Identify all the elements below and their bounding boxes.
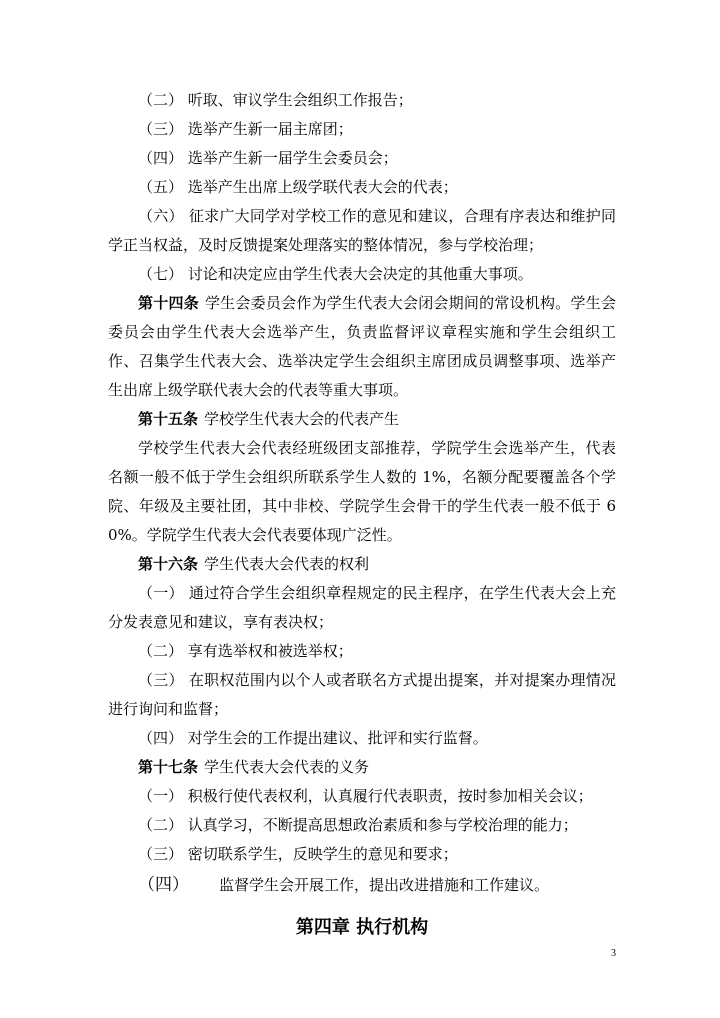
- article-title: 学生代表大会代表的权利: [204, 555, 370, 573]
- item-label: （四）: [138, 875, 189, 895]
- article-title: 学生代表大会代表的义务: [204, 758, 370, 776]
- list-item: （六） 征求广大同学对学校工作的意见和建议，合理有序表达和维护同学正当权益，及时反馈提案处理落实的整体情况，参与学校治理；: [108, 207, 616, 254]
- article-14: [108, 289, 616, 405]
- chapter-title: 第四章 执行机构: [295, 917, 429, 938]
- list-item: （三） 密切联系学生，反映学生的意见和要求；: [138, 845, 458, 863]
- article-17-title: [108, 753, 616, 782]
- list-item: （三） 选举产生新一届主席团；: [138, 120, 353, 138]
- article-heading: 第十五条: [138, 410, 199, 428]
- article-15-text: 学校学生代表大会代表经班级团支部推荐，学院学生会选举产生，代表名额一般不低于学生会组织所联系学生人数的 1%，名额分配要覆盖各个学院、年级及主要社团，其中非校、学院学生会骨干的学生代表一般不低于 60%。学院学生代表大会代表要体现广泛性。: [108, 439, 616, 544]
- list-item: （四） 对学生会的工作提出建议、批评和实行监督。: [138, 729, 488, 747]
- article-heading: 第十七条: [138, 758, 199, 776]
- item-text: 监督学生会开展工作，提出改进措施和工作建议。: [219, 876, 550, 894]
- page-number: 3: [611, 948, 616, 959]
- article-16-title: [108, 550, 616, 579]
- list-item: （一） 通过符合学生会组织章程规定的民主程序，在学生代表大会上充分发表意见和建议，享有表决权；: [108, 584, 616, 631]
- article-title: 学校学生代表大会的代表产生: [204, 410, 400, 428]
- article-text: 学生会委员会作为学生代表大会闭会期间的常设机构。学生会委员会由学生代表大会选举产生，负责监督评议章程实施和学生会组织工作、召集学生代表大会、选举决定学生会组织主席团成员调整事项、选举产生出席上级学联代表大会的代表等重大事项。: [108, 294, 616, 399]
- list-item: （二） 听取、审议学生会组织工作报告；: [138, 91, 413, 109]
- list-item: [138, 871, 616, 900]
- article-heading: 第十六条: [138, 555, 199, 573]
- document-body: [108, 86, 616, 942]
- list-item: （四） 选举产生新一届学生会委员会；: [138, 149, 398, 167]
- article-heading: 第十四条: [138, 294, 199, 312]
- list-item: （七） 讨论和决定应由学生代表大会决定的其他重大事项。: [138, 265, 533, 283]
- list-item: （三） 在职权范围内以个人或者联名方式提出提案，并对提案办理情况进行询问和监督；: [108, 671, 616, 718]
- list-item: （二） 享有选举权和被选举权；: [138, 642, 353, 660]
- list-item: （一） 积极行使代表权利，认真履行代表职责，按时参加相关会议；: [138, 787, 593, 805]
- article-15-title: [108, 405, 616, 434]
- list-item: （二） 认真学习，不断提高思想政治素质和参与学校治理的能力；: [138, 816, 578, 834]
- list-item: （五） 选举产生出席上级学联代表大会的代表；: [138, 178, 458, 196]
